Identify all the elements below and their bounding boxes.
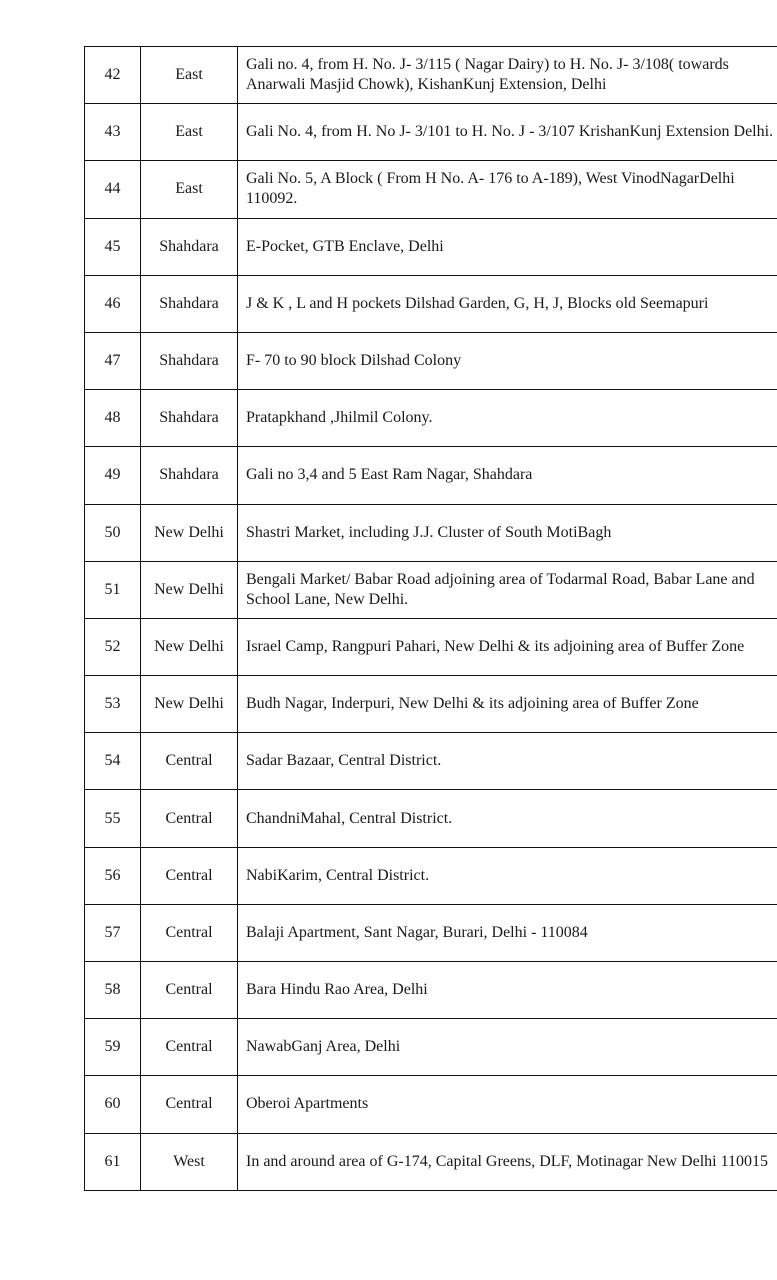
- area-cell: Bengali Market/ Babar Road adjoining area of Todarmal Road, Babar Lane and School Lane, New Delhi.: [238, 561, 777, 618]
- district-cell: East: [141, 47, 238, 104]
- table-row: [85, 904, 777, 961]
- serial-number-cell: 61: [85, 1133, 141, 1190]
- serial-number-cell: 43: [85, 104, 141, 161]
- table-row: [85, 1019, 777, 1076]
- area-cell: Gali No. 5, A Block ( From H No. A- 176 to A-189), West VinodNagarDelhi 110092.: [238, 161, 777, 218]
- table-row: [85, 1076, 777, 1133]
- serial-number-cell: 49: [85, 447, 141, 504]
- serial-number-cell: 48: [85, 390, 141, 447]
- area-cell: Gali no. 4, from H. No. J- 3/115 ( Nagar Dairy) to H. No. J- 3/108( towards Anarwali Masjid Chowk), KishanKunj Extension, Delhi: [238, 47, 777, 104]
- area-cell: Sadar Bazaar, Central District.: [238, 733, 777, 790]
- table-row: [85, 390, 777, 447]
- table-row: [85, 218, 777, 275]
- table-row: [85, 790, 777, 847]
- district-cell: East: [141, 161, 238, 218]
- area-cell: E-Pocket, GTB Enclave, Delhi: [238, 218, 777, 275]
- serial-number-cell: 55: [85, 790, 141, 847]
- district-cell: Shahdara: [141, 332, 238, 389]
- district-cell: West: [141, 1133, 238, 1190]
- area-cell: Oberoi Apartments: [238, 1076, 777, 1133]
- table-row: [85, 561, 777, 618]
- area-cell: Balaji Apartment, Sant Nagar, Burari, Delhi - 110084: [238, 904, 777, 961]
- area-cell: Bara Hindu Rao Area, Delhi: [238, 962, 777, 1019]
- table-row: [85, 962, 777, 1019]
- serial-number-cell: 56: [85, 847, 141, 904]
- serial-number-cell: 46: [85, 275, 141, 332]
- area-cell: Pratapkhand ,Jhilmil Colony.: [238, 390, 777, 447]
- area-cell: Budh Nagar, Inderpuri, New Delhi & its adjoining area of Buffer Zone: [238, 676, 777, 733]
- serial-number-cell: 50: [85, 504, 141, 561]
- serial-number-cell: 52: [85, 618, 141, 675]
- area-cell: ChandniMahal, Central District.: [238, 790, 777, 847]
- area-cell: Shastri Market, including J.J. Cluster of South MotiBagh: [238, 504, 777, 561]
- area-cell: NawabGanj Area, Delhi: [238, 1019, 777, 1076]
- containment-zones-table: [84, 46, 777, 1191]
- area-cell: NabiKarim, Central District.: [238, 847, 777, 904]
- district-cell: New Delhi: [141, 676, 238, 733]
- district-cell: Shahdara: [141, 447, 238, 504]
- table-row: [85, 161, 777, 218]
- table-row: [85, 1133, 777, 1190]
- table-row: [85, 847, 777, 904]
- district-cell: Central: [141, 1076, 238, 1133]
- table-row: [85, 618, 777, 675]
- table-row: [85, 275, 777, 332]
- serial-number-cell: 57: [85, 904, 141, 961]
- serial-number-cell: 44: [85, 161, 141, 218]
- serial-number-cell: 58: [85, 962, 141, 1019]
- district-cell: Central: [141, 790, 238, 847]
- table-row: [85, 447, 777, 504]
- table-row: [85, 47, 777, 104]
- district-cell: Central: [141, 1019, 238, 1076]
- table-row: [85, 104, 777, 161]
- area-cell: Gali no 3,4 and 5 East Ram Nagar, Shahdara: [238, 447, 777, 504]
- area-cell: F- 70 to 90 block Dilshad Colony: [238, 332, 777, 389]
- district-cell: East: [141, 104, 238, 161]
- area-cell: In and around area of G-174, Capital Greens, DLF, Motinagar New Delhi 110015: [238, 1133, 777, 1190]
- serial-number-cell: 60: [85, 1076, 141, 1133]
- district-cell: Central: [141, 847, 238, 904]
- serial-number-cell: 51: [85, 561, 141, 618]
- serial-number-cell: 54: [85, 733, 141, 790]
- serial-number-cell: 47: [85, 332, 141, 389]
- district-cell: Central: [141, 904, 238, 961]
- table-row: [85, 733, 777, 790]
- district-cell: Shahdara: [141, 218, 238, 275]
- area-cell: Israel Camp, Rangpuri Pahari, New Delhi & its adjoining area of Buffer Zone: [238, 618, 777, 675]
- district-cell: New Delhi: [141, 561, 238, 618]
- district-cell: Central: [141, 733, 238, 790]
- district-cell: Central: [141, 962, 238, 1019]
- table-body: [85, 47, 777, 1191]
- serial-number-cell: 59: [85, 1019, 141, 1076]
- serial-number-cell: 45: [85, 218, 141, 275]
- table-row: [85, 504, 777, 561]
- table-row: [85, 332, 777, 389]
- area-cell: J & K , L and H pockets Dilshad Garden, G, H, J, Blocks old Seemapuri: [238, 275, 777, 332]
- district-cell: New Delhi: [141, 618, 238, 675]
- district-cell: Shahdara: [141, 390, 238, 447]
- serial-number-cell: 42: [85, 47, 141, 104]
- district-cell: Shahdara: [141, 275, 238, 332]
- area-cell: Gali No. 4, from H. No J- 3/101 to H. No. J - 3/107 KrishanKunj Extension Delhi.: [238, 104, 777, 161]
- district-cell: New Delhi: [141, 504, 238, 561]
- serial-number-cell: 53: [85, 676, 141, 733]
- table-row: [85, 676, 777, 733]
